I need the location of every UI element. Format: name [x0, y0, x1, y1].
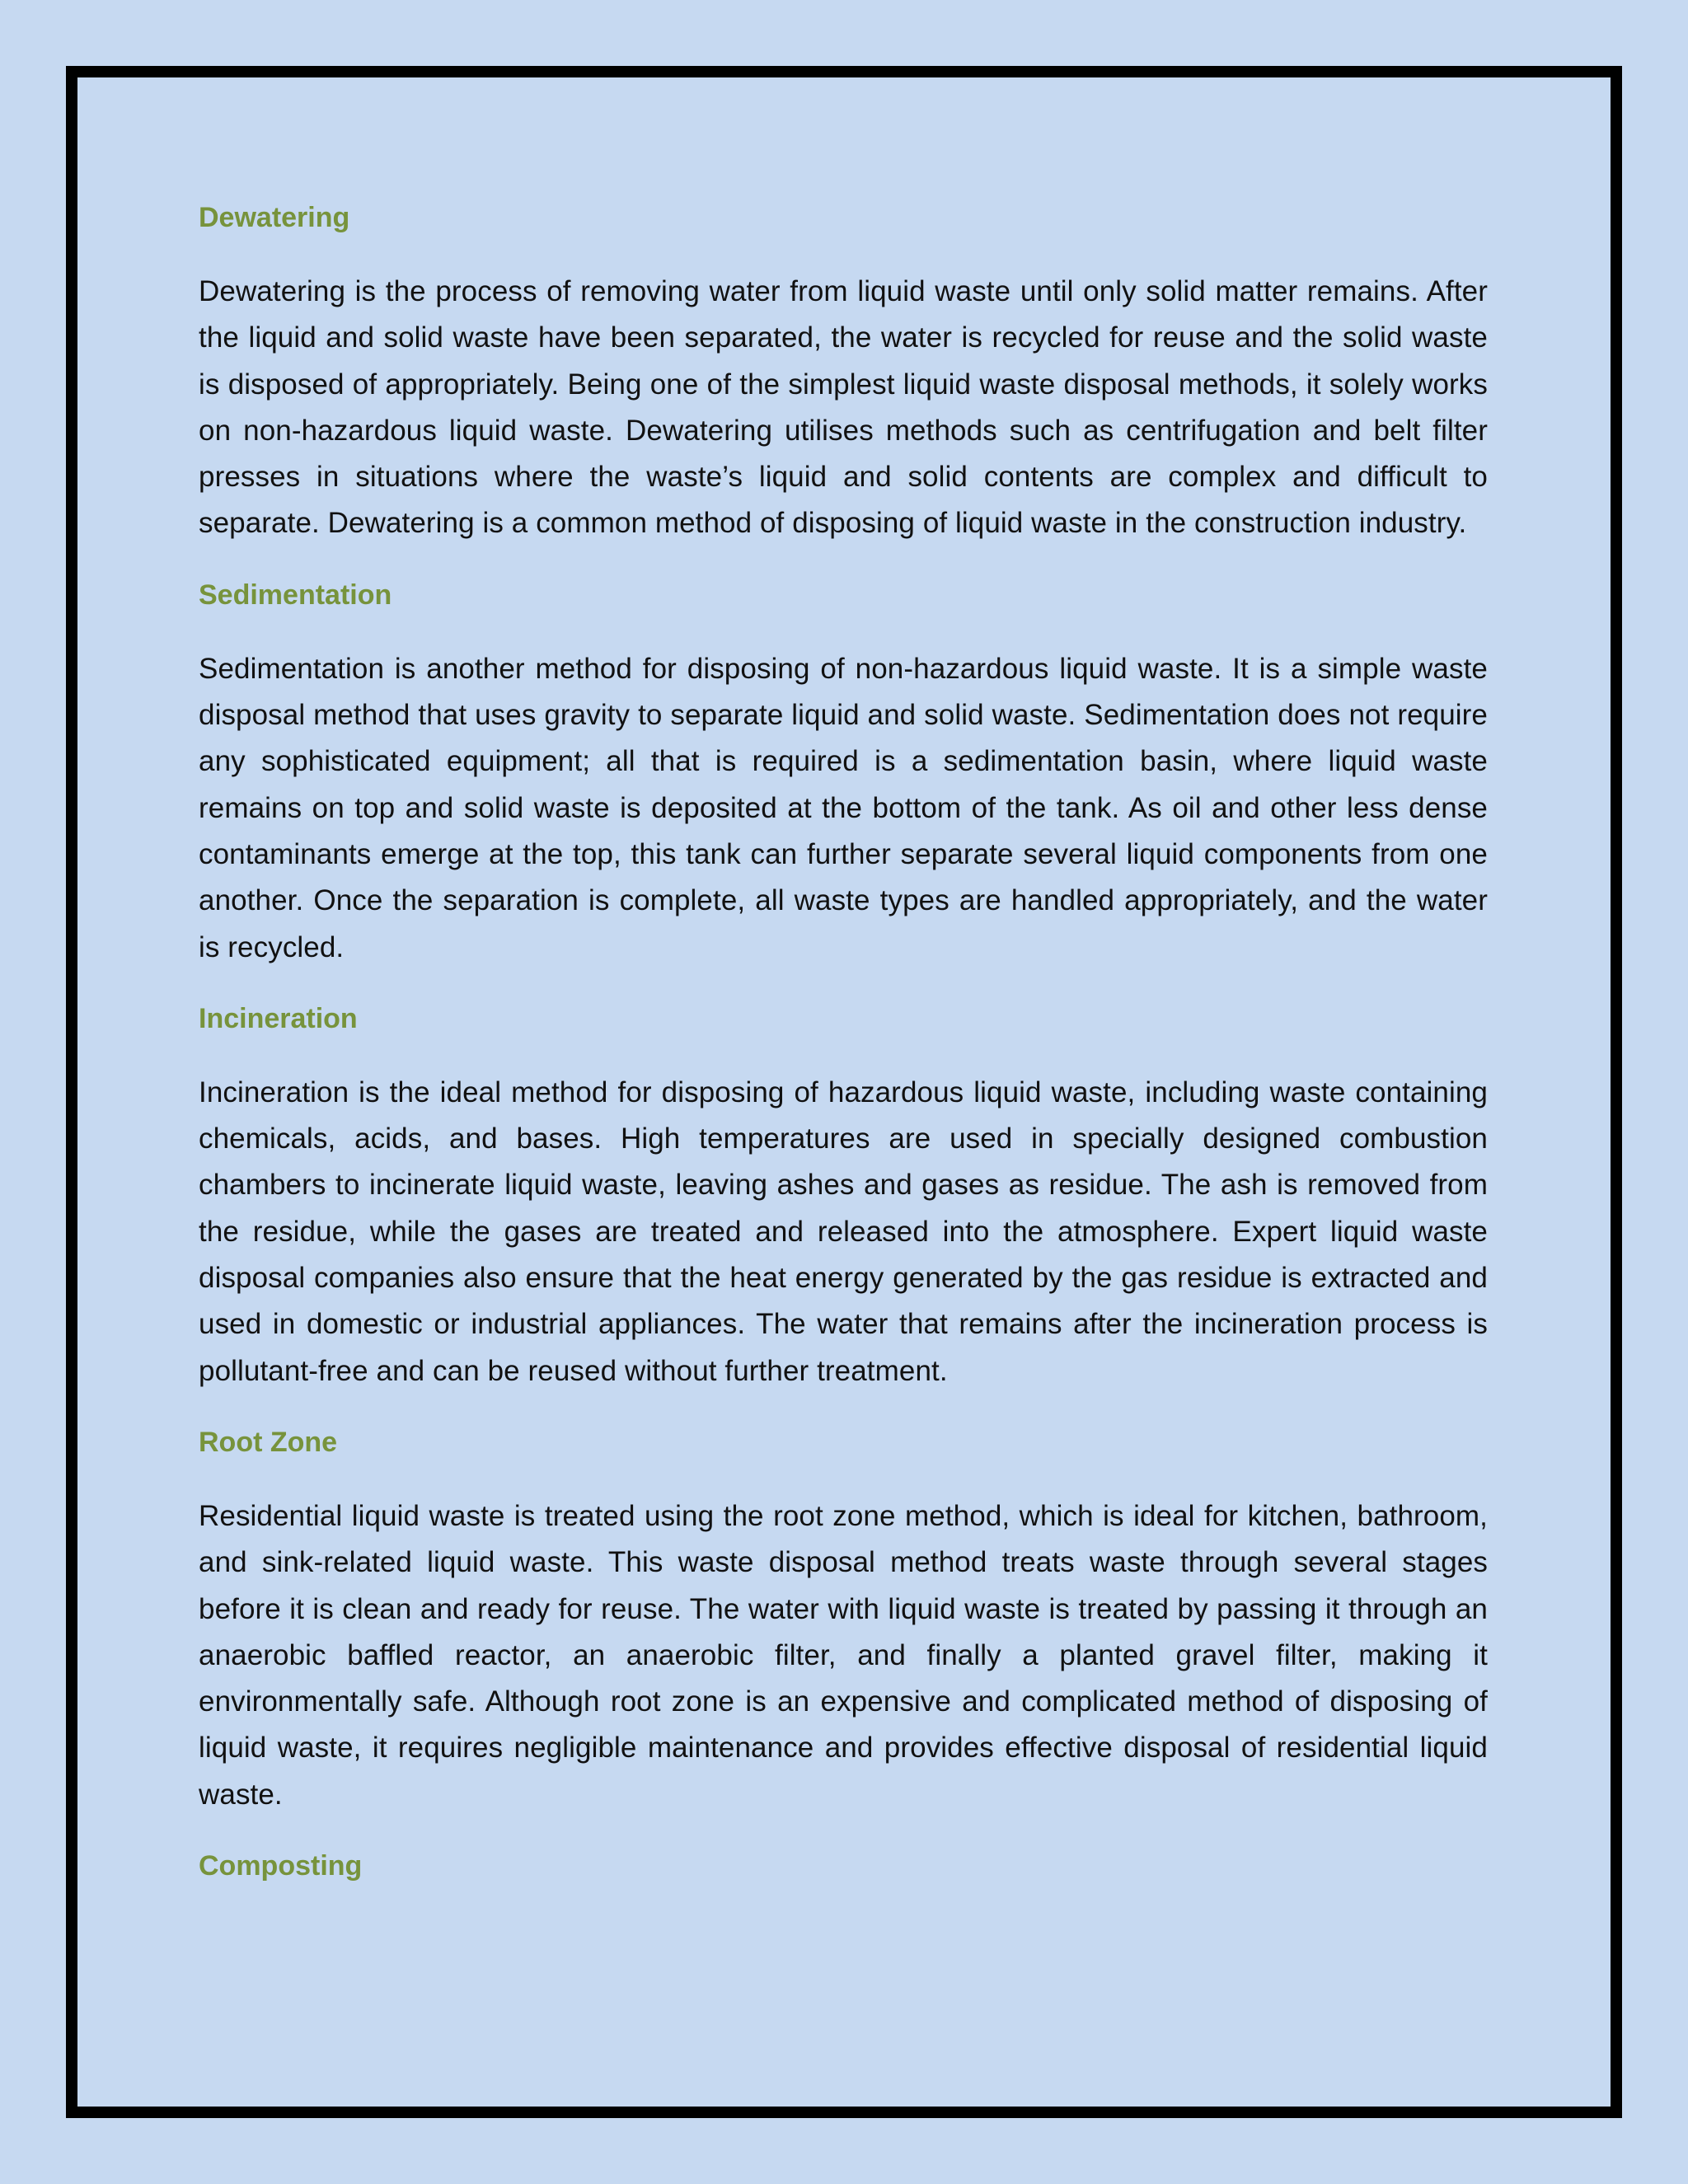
heading-sedimentation: Sedimentation — [199, 579, 392, 611]
document-content — [199, 198, 1488, 1917]
paragraph-root-zone: Residential liquid waste is treated using the root zone method, which is ideal for kitchen, bathroom, and sink-related liquid waste. This waste disposal method treats waste through several stages before it is clean and ready for reuse. The water with liquid waste is treated by passing it through an anaerobic baffled reactor, an anaerobic filter, and finally a planted gravel filter, making it environmentally safe. Although root zone is an expensive and complicated method of disposing of liquid waste, it requires negligible maintenance and provides effective disposal of residential liquid waste. — [199, 1499, 1488, 1811]
heading-composting: Composting — [199, 1850, 363, 1882]
paragraph-sedimentation: Sedimentation is another method for disposing of non-hazardous liquid waste. It is a simple waste disposal method that uses gravity to separate liquid and solid waste. Sedimentation does not require any sophisticated equipment; all that is required is a sedimentation basin, where liquid waste remains on top and solid waste is deposited at the bottom of the tank. As oil and other less dense contaminants emerge at the top, this tank can further separate several liquid components from one another. Once the separation is complete, all waste types are handled appropriately, and the water is recycled. — [199, 652, 1488, 963]
heading-incineration: Incineration — [199, 1002, 358, 1034]
paragraph-dewatering: Dewatering is the process of removing water from liquid waste until only solid matter remains. After the liquid and solid waste have been separated, the water is recycled for reuse and the solid waste is disposed of appropriately. Being one of the simplest liquid waste disposal methods, it solely works on non-hazardous liquid waste. Dewatering utilises methods such as centrifugation and belt filter presses in situations where the waste’s liquid and solid contents are complex and difficult to separate. Dewatering is a common method of disposing of liquid waste in the construction industry. — [199, 275, 1488, 540]
paragraph-incineration: Incineration is the ideal method for disposing of hazardous liquid waste, including waste containing chemicals, acids, and bases. High temperatures are used in specially designed combustion chambers to incinerate liquid waste, leaving ashes and gases as residue. The ash is removed from the residue, while the gases are treated and released into the atmosphere. Expert liquid waste disposal companies also ensure that the heat energy generated by the gas residue is extracted and used in domestic or industrial appliances. The water that remains after the incineration process is pollutant-free and can be reused without further treatment. — [199, 1076, 1488, 1387]
heading-dewatering: Dewatering — [199, 202, 350, 233]
heading-root-zone: Root Zone — [199, 1426, 338, 1458]
